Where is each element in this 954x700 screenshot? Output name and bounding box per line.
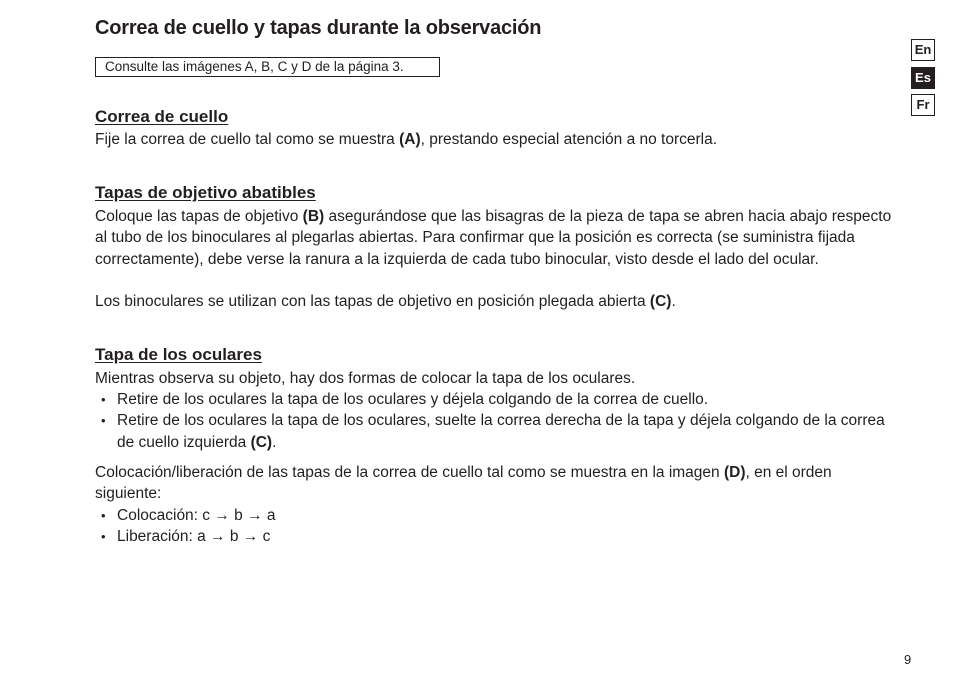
placement-order-list (95, 505, 895, 548)
page-title: Correa de cuello y tapas durante la observación (95, 17, 542, 39)
heading-neck-strap: Correa de cuello (95, 107, 229, 126)
eyepiece-cap-intro: Mientras observa su objeto, hay dos formas de colocar la tapa de los oculares. (95, 370, 636, 387)
figure-ref-c: (C) (250, 433, 273, 451)
figure-ref-b: (B) (302, 208, 325, 225)
list-item: • Retire de los oculares la tapa de los oculares y déjela colgando de la correa de cuello. (95, 389, 895, 410)
figure-ref-a: (A) (399, 131, 421, 148)
language-tab-es[interactable]: Es (911, 67, 935, 89)
list-item: • Retire de los oculares la tapa de los oculares, suelte la correa derecha de la tapa y déjela colgando de la correa de cuello izquierda (C). (95, 410, 895, 453)
list-item: • Liberación: a → b → c (95, 526, 895, 547)
figure-ref-c: (C) (649, 293, 672, 310)
heading-eyepiece-cap: Tapa de los oculares (95, 345, 262, 364)
figure-ref-d: (D) (723, 464, 746, 481)
reference-note: Consulte las imágenes A, B, C y D de la página 3. (95, 57, 440, 77)
heading-objective-caps: Tapas de objetivo abatibles (95, 183, 316, 202)
eyepiece-cap-options-list (95, 389, 895, 453)
neck-strap-text: Fije la correa de cuello tal como se muestra (A), prestando especial atención a no torcerla. (95, 131, 718, 148)
objective-caps-paragraph-1: Coloque las tapas de objetivo (B) asegurándose que las bisagras de la pieza de tapa se abren hacia abajo respecto al tubo de los binoculares al plegarlas abiertas. Para confirmar que la posición es correcta (se suministra fijada correctamente), debe verse la ranura a la izquierda de cada tubo binocular, visto desde el lado del ocular. (95, 208, 892, 268)
list-item: • Colocación: c → b → a (95, 505, 895, 526)
objective-caps-paragraph-2: Los binoculares se utilizan con las tapas de objetivo en posición plegada abierta (C). (95, 293, 676, 310)
language-tab-en[interactable]: En (911, 39, 935, 61)
page-number: 9 (904, 652, 912, 667)
placement-paragraph: Colocación/liberación de las tapas de la correa de cuello tal como se muestra en la imagen (D), en el orden siguiente: (95, 464, 832, 503)
language-tab-fr[interactable]: Fr (911, 94, 935, 116)
